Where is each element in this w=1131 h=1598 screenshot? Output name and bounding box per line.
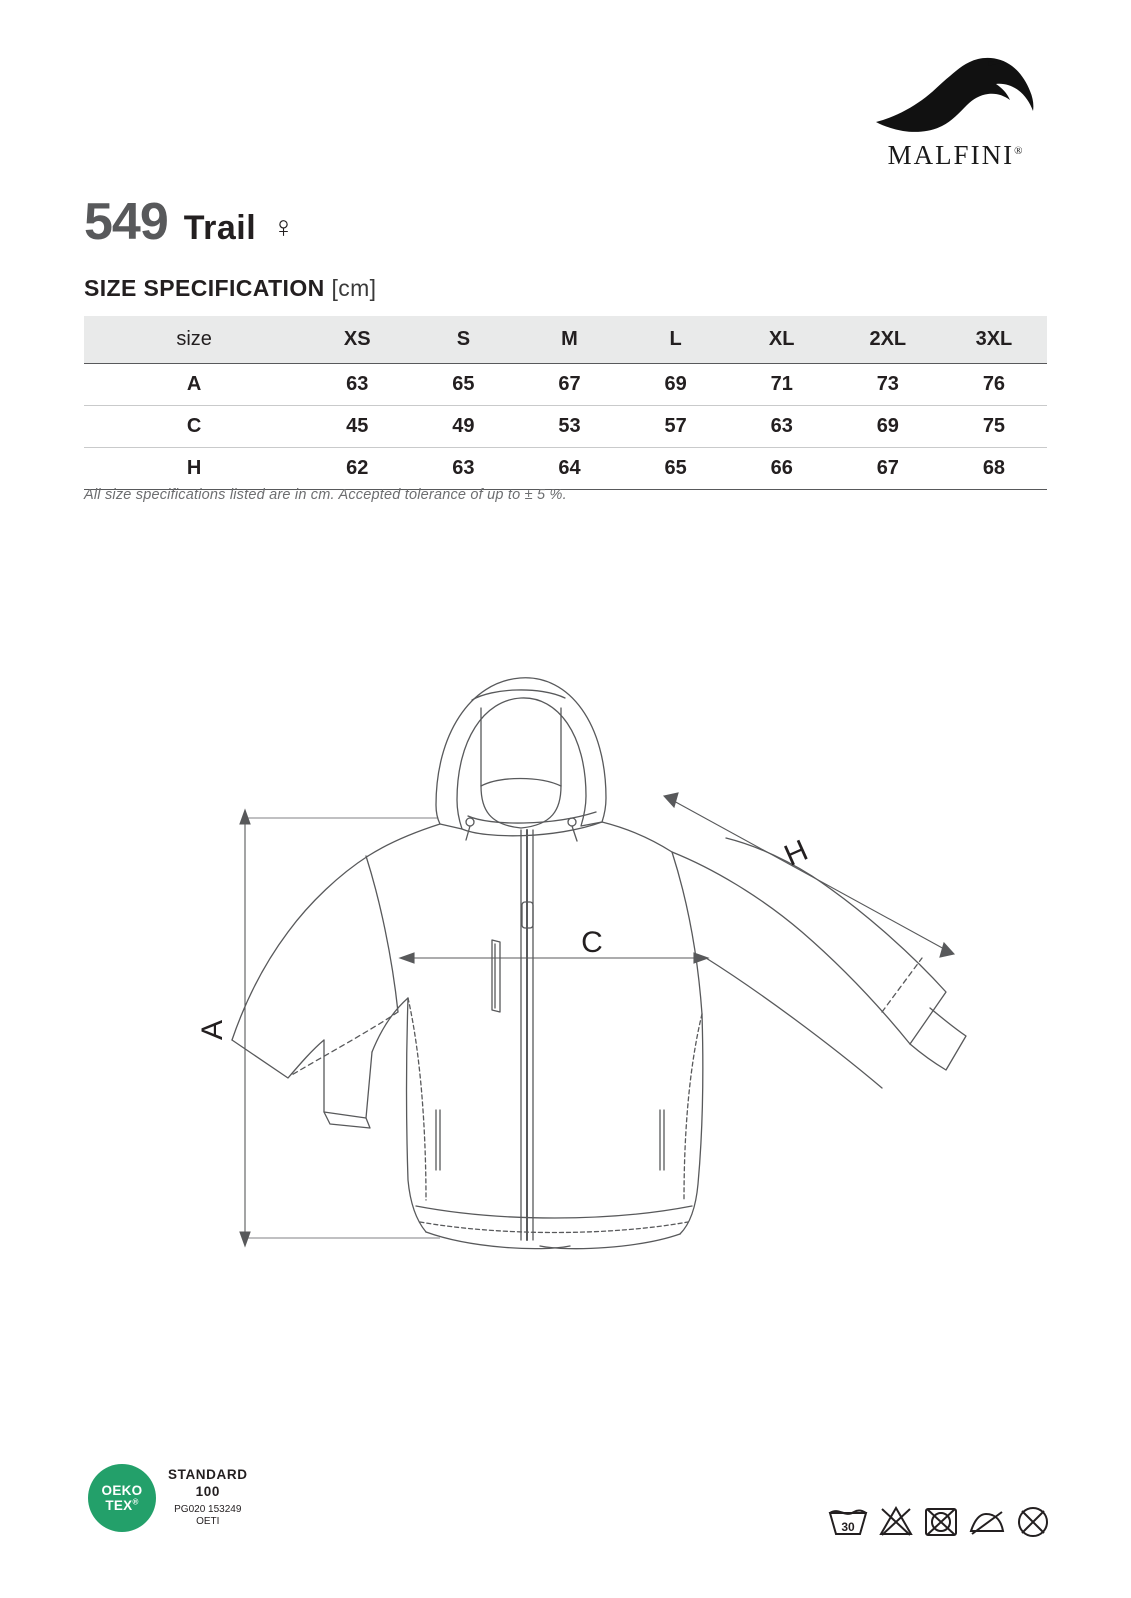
product-code: 549 [84, 193, 168, 251]
row-label-c: C [84, 406, 304, 448]
product-technical-drawing [140, 640, 1000, 1260]
do-not-bleach-icon [878, 1504, 914, 1538]
row-label-a: A [84, 364, 304, 406]
cell-c-s: 49 [410, 406, 516, 448]
cell-c-2xl: 69 [835, 406, 941, 448]
do-not-dry-clean-icon [1015, 1504, 1051, 1538]
care-symbols [827, 1504, 1051, 1538]
oeko-tex-certification [88, 1464, 248, 1532]
table-row [84, 406, 1047, 448]
header-size-m: M [561, 328, 578, 350]
table-header-row [84, 316, 1047, 364]
oeko-tex-badge-icon [88, 1464, 156, 1532]
product-name: Trail [183, 209, 257, 247]
oeko-standard-line1: STANDARD [168, 1467, 248, 1483]
cell-a-l: 69 [623, 364, 729, 406]
brand-logo [865, 48, 1045, 171]
cell-c-m: 53 [516, 406, 622, 448]
oeko-tex-details [168, 1467, 248, 1529]
cell-h-xs: 62 [304, 448, 410, 490]
oeko-label-line2: TEX® [105, 1497, 139, 1513]
unit-label: [cm] [331, 275, 377, 301]
cell-h-s: 63 [410, 448, 516, 490]
cell-a-xs: 63 [304, 364, 410, 406]
cell-a-xl: 71 [729, 364, 835, 406]
size-specification-heading: SIZE SPECIFICATION [cm] [84, 275, 377, 301]
cell-h-m: 64 [516, 448, 622, 490]
cell-h-l: 65 [623, 448, 729, 490]
cell-h-xl: 66 [729, 448, 835, 490]
header-size-l: L [669, 328, 682, 350]
cell-c-l: 57 [623, 406, 729, 448]
measure-label-a: A [196, 1019, 229, 1041]
table-row [84, 448, 1047, 490]
oeko-institute: OETI [196, 1516, 220, 1528]
wash-30-icon [827, 1504, 869, 1538]
cell-c-xl: 63 [729, 406, 835, 448]
cell-h-2xl: 67 [835, 448, 941, 490]
header-size-3xl: 3XL [975, 328, 1013, 350]
jacket-illustration [140, 640, 1000, 1260]
cell-a-2xl: 73 [835, 364, 941, 406]
tolerance-note: All size specifications listed are in cm. Accepted tolerance of up to ± 5 %. [84, 487, 567, 503]
cell-h-3xl: 68 [941, 448, 1047, 490]
header-size-xs: XS [343, 328, 371, 350]
cell-a-s: 65 [410, 364, 516, 406]
oeko-standard-line2: 100 [195, 1484, 220, 1499]
size-specification-table [84, 316, 1047, 490]
header-size-xl: XL [768, 328, 795, 350]
cell-a-3xl: 76 [941, 364, 1047, 406]
measure-label-c: C [581, 926, 603, 959]
gender-symbol-icon: ♀ [272, 211, 295, 244]
oeko-cert-number: PG020 153249 [174, 1503, 242, 1515]
measure-label-h: H [779, 833, 813, 873]
wash-temp-label: 30 [841, 1520, 855, 1534]
do-not-tumble-dry-icon [923, 1504, 959, 1538]
page-title [84, 193, 295, 251]
header-size-label: size [176, 328, 212, 350]
cell-c-3xl: 75 [941, 406, 1047, 448]
eagle-icon [870, 48, 1040, 138]
registered-mark: ® [1014, 145, 1023, 157]
cell-c-xs: 45 [304, 406, 410, 448]
header-size-s: S [456, 328, 471, 350]
brand-name: MALFINI® [887, 140, 1023, 170]
do-not-iron-icon [968, 1504, 1006, 1538]
oeko-label-line1: OEKO [101, 1482, 143, 1498]
row-label-h: H [84, 448, 304, 490]
cell-a-m: 67 [516, 364, 622, 406]
header-size-2xl: 2XL [869, 328, 907, 350]
table-row [84, 364, 1047, 406]
